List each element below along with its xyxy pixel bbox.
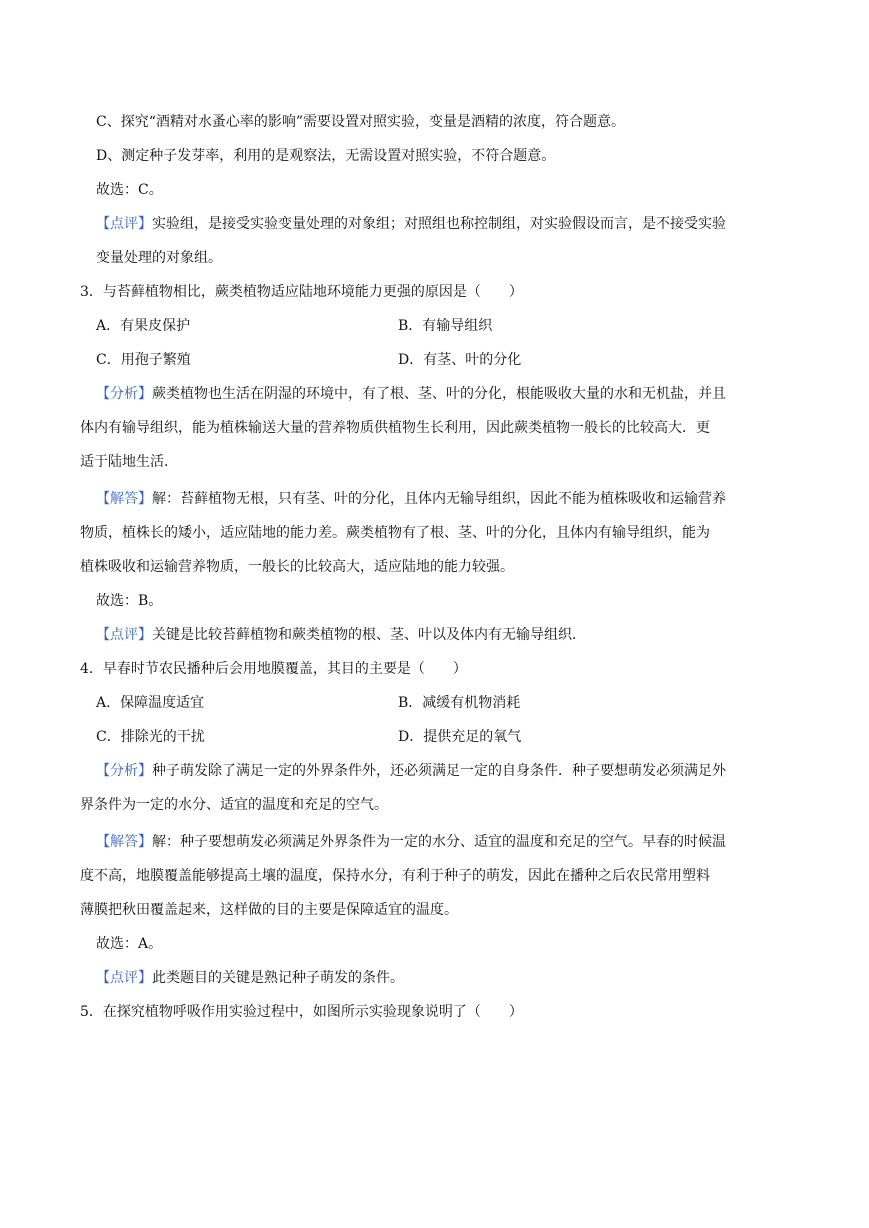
question-4-analysis (96, 762, 726, 780)
question-3-solution-line-2: 物质，植株长的矮小，适应陆地的能力差。蕨类植物有了根、茎、叶的分化，且体内有输导组织，能为 (80, 525, 710, 541)
analysis-tag: 【分析】 (96, 386, 152, 402)
question-3-option-b: B．有输导组织 (398, 318, 493, 334)
analysis-text: 蕨类植物也生活在阴湿的环境中，有了根、茎、叶的分化，根能吸收大量的水和无机盐，并且 (152, 386, 726, 402)
question-4-option-b: B．减缓有机物消耗 (398, 695, 521, 711)
question-4-review (96, 969, 404, 987)
solution-text: 解：种子要想萌发必须满足外界条件为一定的水分、适宜的温度和充足的空气。早春的时候温 (152, 834, 726, 850)
question-5-stem: 5．在探究植物呼吸作用实验过程中，如图所示实验现象说明了（ ） (80, 1004, 523, 1020)
review-text: 此类题目的关键是熟记种子萌发的条件。 (152, 970, 404, 986)
question-3-option-a: A．有果皮保护 (96, 318, 191, 334)
analysis-text: 种子萌发除了满足一定的外界条件外，还必须满足一定的自身条件．种子要想萌发必须满足外 (152, 763, 726, 779)
review-tag: 【点评】 (96, 970, 152, 986)
review-tag: 【点评】 (96, 627, 152, 643)
prev-option-c-explanation: C、探究“酒精对水蚤心率的影响”需要设置对照实验，变量是酒精的浓度，符合题意。 (96, 114, 626, 130)
solution-tag: 【解答】 (96, 491, 152, 507)
question-4-option-a: A．保障温度适宜 (96, 695, 205, 711)
prev-option-d-explanation: D、测定种子发芽率，利用的是观察法，无需设置对照实验，不符合题意。 (96, 148, 556, 164)
review-text: 实验组，是接受实验变量处理的对象组；对照组也称控制组，对实验假设而言，是不接受实验 (152, 216, 726, 232)
question-4-solution-line-3: 薄膜把秋田覆盖起来，这样做的目的主要是保障适宜的温度。 (80, 902, 458, 918)
review-text: 关键是比较苔藓植物和蕨类植物的根、茎、叶以及体内有无输导组织． (152, 627, 586, 643)
question-3-solution (96, 490, 726, 508)
question-3-analysis (96, 385, 726, 403)
question-3-option-d: D．有茎、叶的分化 (398, 352, 522, 368)
question-4-solution (96, 833, 726, 851)
question-3-stem: 3．与苔藓植物相比，蕨类植物适应陆地环境能力更强的原因是（ ） (80, 284, 523, 300)
question-3-option-c: C．用孢子繁殖 (96, 352, 191, 368)
question-4-stem: 4．早春时节农民播种后会用地膜覆盖，其目的主要是（ ） (80, 661, 467, 677)
question-4-answer: 故选：A。 (96, 936, 163, 952)
analysis-tag: 【分析】 (96, 763, 152, 779)
review-tag: 【点评】 (96, 216, 152, 232)
question-4-solution-line-2: 度不高，地膜覆盖能够提高土壤的温度，保持水分，有利于种子的萌发，因此在播种之后农民常用塑料 (80, 868, 710, 884)
prev-review-continued: 变量处理的对象组。 (96, 250, 222, 266)
solution-text: 解：苔藓植物无根，只有茎、叶的分化，且体内无输导组织，因此不能为植株吸收和运输营养 (152, 491, 726, 507)
question-3-analysis-line-2: 体内有输导组织，能为植株输送大量的营养物质供植物生长利用，因此蕨类植物一般长的比较高大．更 (80, 420, 710, 436)
solution-tag: 【解答】 (96, 834, 152, 850)
question-4-option-d: D．提供充足的氧气 (398, 729, 522, 745)
question-3-review (96, 626, 586, 644)
prev-answer: 故选：C。 (96, 182, 163, 198)
question-4-option-c: C．排除光的干扰 (96, 729, 205, 745)
question-4-analysis-line-2: 界条件为一定的水分、适宜的温度和充足的空气。 (80, 797, 388, 813)
question-3-solution-line-3: 植株吸收和运输营养物质，一般长的比较高大，适应陆地的能力较强。 (80, 559, 514, 575)
prev-review (96, 215, 726, 233)
question-3-answer: 故选：B。 (96, 593, 163, 609)
question-3-analysis-line-3: 适于陆地生活． (80, 454, 178, 470)
